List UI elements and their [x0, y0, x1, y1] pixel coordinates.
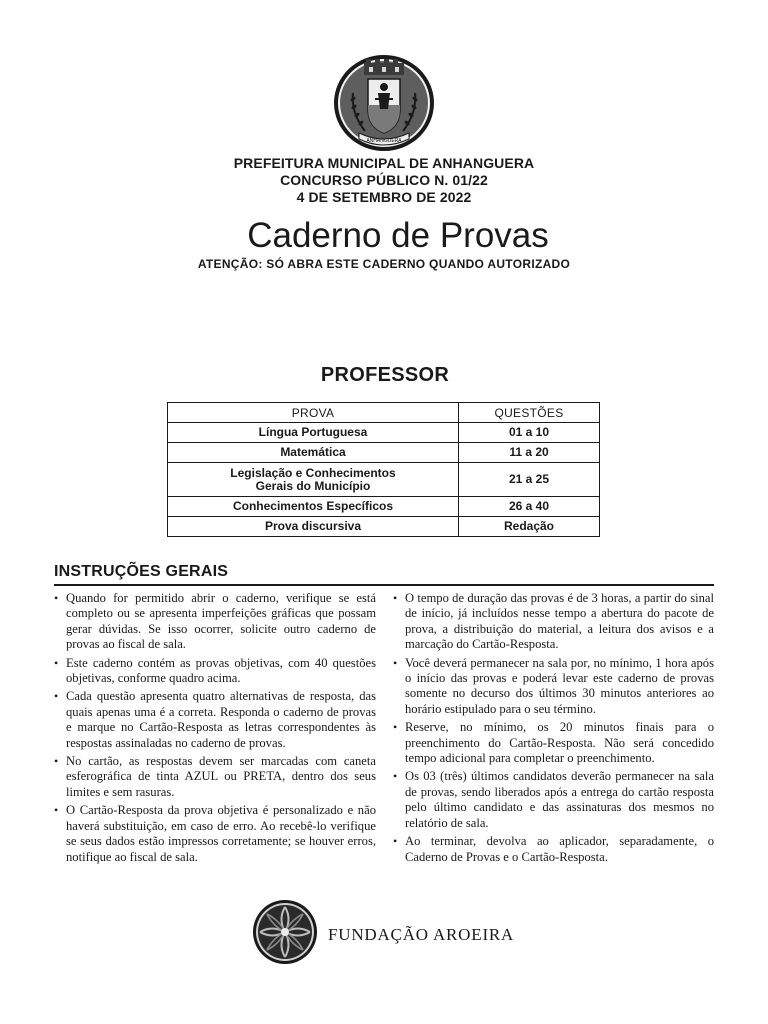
- instruction-item: • Cada questão apresenta quatro alternativas de resposta, das quais apenas uma é a correta. Responda o caderno de provas e marque no Cartão-Resposta as letras correspondentes às respostas assinaladas no caderno de provas.: [54, 689, 376, 751]
- table-row: [168, 423, 600, 443]
- table-row: [168, 517, 600, 537]
- questoes-cell: 11 a 20: [459, 443, 600, 463]
- prova-cell: Conhecimentos Específicos: [168, 497, 459, 517]
- questoes-cell: Redação: [459, 517, 600, 537]
- prova-cell-line: Gerais do Município: [255, 478, 371, 493]
- position-title: PROFESSOR: [320, 364, 450, 386]
- instructions-right-column: [393, 591, 714, 868]
- section-divider: [54, 584, 714, 586]
- column-header-prova: PROVA: [168, 403, 459, 423]
- page-title: Caderno de Provas: [247, 216, 549, 255]
- table-row: [168, 443, 600, 463]
- instructions-left-column: [54, 591, 376, 868]
- table-row: [168, 497, 600, 517]
- column-header-questoes: QUESTÕES: [459, 403, 600, 423]
- table-row: [168, 463, 600, 497]
- instruction-item: • Você deverá permanecer na sala por, no mínimo, 1 hora após o início das provas e poderá levar este caderno de provas somente no decurso dos últimos 30 minutos anteriores ao horário estipulado para o seu término.: [393, 656, 714, 718]
- header-institution: PREFEITURA MUNICIPAL DE ANHANGUERA: [233, 155, 535, 171]
- instruction-item: • Ao terminar, devolva ao aplicador, separadamente, o Caderno de Provas e o Cartão-Resposta.: [393, 834, 714, 865]
- header-date: 4 DE SETEMBRO DE 2022: [296, 189, 472, 205]
- instruction-item: • Este caderno contém as provas objetivas, com 40 questões objetivas, conforme quadro acima.: [54, 656, 376, 687]
- questoes-cell: 26 a 40: [459, 497, 600, 517]
- prova-cell: [168, 463, 459, 497]
- questoes-cell: 01 a 10: [459, 423, 600, 443]
- exam-structure-table: [167, 402, 600, 537]
- instruction-item: • Reserve, no mínimo, os 20 minutos finais para o preenchimento do Cartão-Resposta. Não será concedido tempo adicional para completar o preenchimento.: [393, 720, 714, 766]
- instruction-item: • O Cartão-Resposta da prova objetiva é personalizado e não haverá substituição, em caso de erro. Ao recebê-lo verifique se seus dados estão impressos corretamente; se houver erros, notifique ao fiscal de sala.: [54, 803, 376, 865]
- prova-cell: Prova discursiva: [168, 517, 459, 537]
- prova-cell: Língua Portuguesa: [168, 423, 459, 443]
- table-header-row: [168, 403, 600, 423]
- crest-ribbon-text: ANHANGUERA: [366, 138, 402, 144]
- instructions-heading: INSTRUÇÕES GERAIS: [54, 563, 229, 580]
- prova-cell-line: Legislação e Conhecimentos: [230, 465, 396, 480]
- attention-notice: ATENÇÃO: SÓ ABRA ESTE CADERNO QUANDO AUTORIZADO: [197, 257, 571, 271]
- prova-cell: Matemática: [168, 443, 459, 463]
- footer-organization: FUNDAÇÃO AROEIRA: [328, 925, 515, 944]
- instruction-item: • Quando for permitido abrir o caderno, verifique se está completo ou se apresenta imperfeições gráficas que possam gerar dúvidas. Se isso ocorrer, solicite outro caderno de provas ao fiscal de sala.: [54, 591, 376, 653]
- questoes-cell: 21 a 25: [459, 463, 600, 497]
- instruction-item: • O tempo de duração das provas é de 3 horas, a partir do sinal de início, já incluídos nesse tempo a abertura do pacote de prova, a distribuição do material, a leitura dos avisos e a marcação do Cartão-Resposta.: [393, 591, 714, 653]
- municipal-crest-icon: [331, 53, 437, 153]
- header-contest: CONCURSO PÚBLICO N. 01/22: [280, 172, 488, 188]
- fundacao-aroeira-logo-icon: [252, 899, 318, 965]
- instruction-item: • Os 03 (três) últimos candidatos deverão permanecer na sala de provas, sendo liberados após a entrega do cartão resposta pelo último candidato e das assinaturas dos mesmos no relatório de sala.: [393, 769, 714, 831]
- instruction-item: • No cartão, as respostas devem ser marcadas com caneta esferográfica de tinta AZUL ou PRETA, dentro dos seus limites e sem rasuras.: [54, 754, 376, 800]
